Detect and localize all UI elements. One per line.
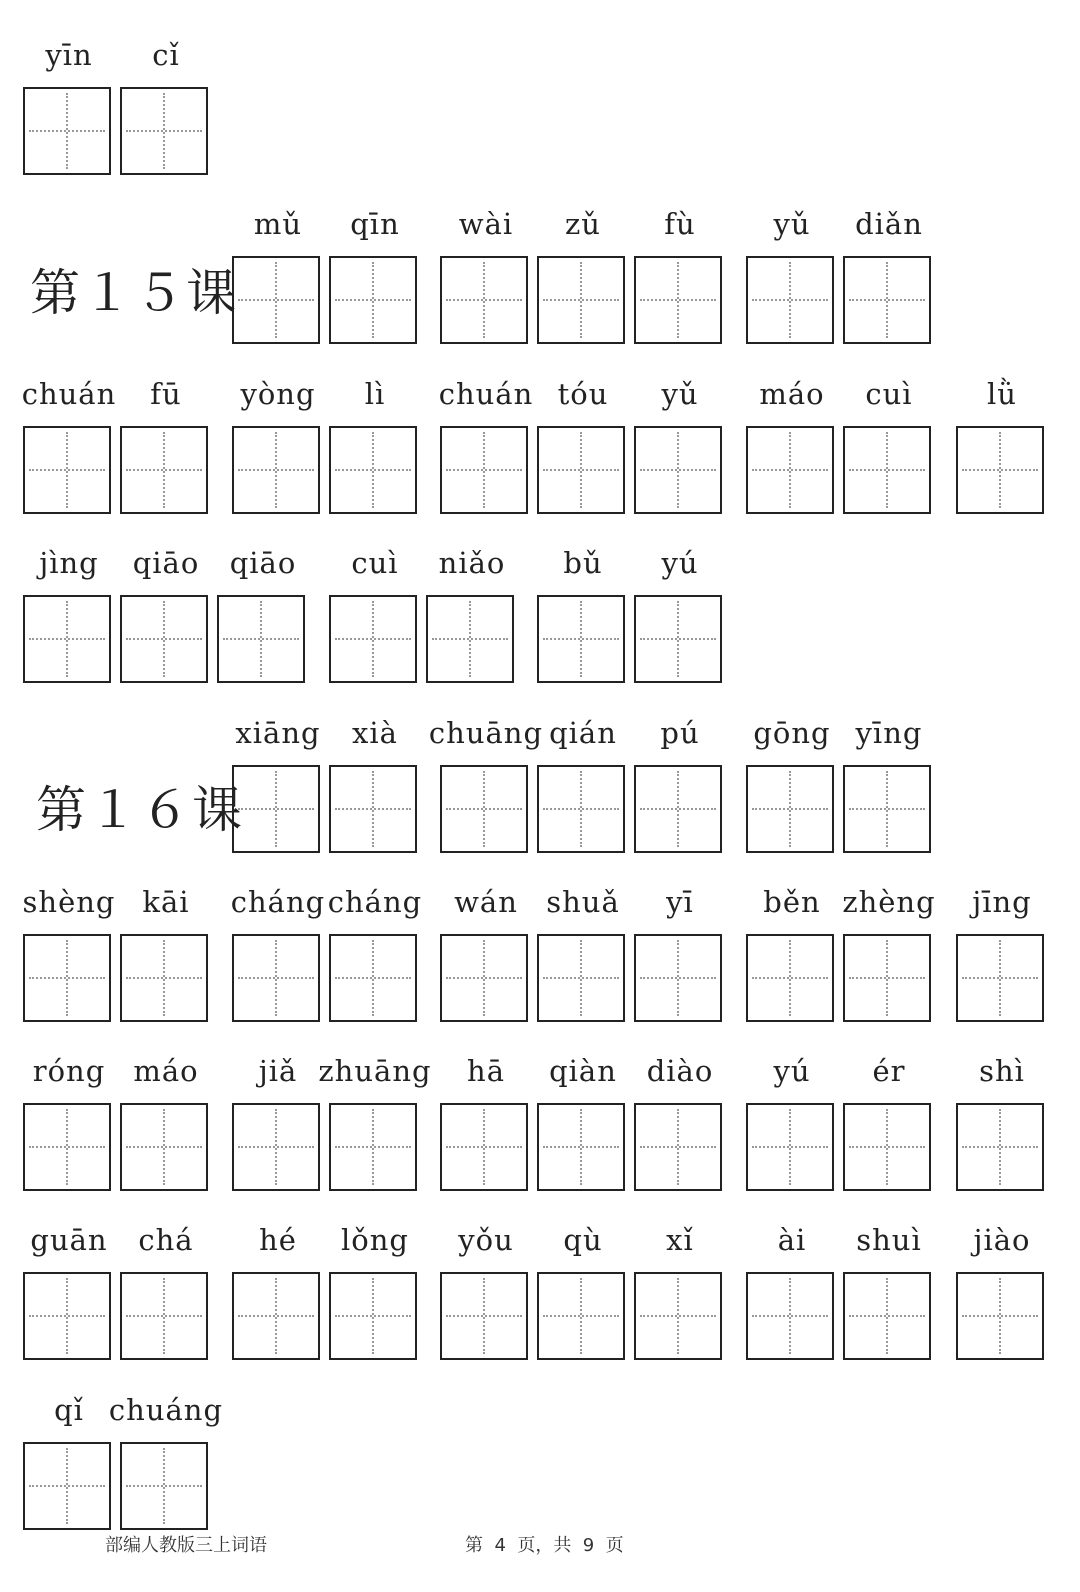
pinyin-label: shèng (22, 885, 116, 919)
pinyin-label: zǔ (565, 207, 601, 241)
pinyin-label: chuáng (108, 1393, 224, 1427)
pinyin-label: wán (454, 885, 518, 919)
writing-box[interactable] (634, 595, 722, 683)
pinyin-label: jiào (973, 1223, 1031, 1257)
pinyin-label: yú (773, 1054, 811, 1088)
pinyin-label: kāi (142, 885, 190, 919)
writing-box[interactable] (634, 256, 722, 344)
pinyin-label: fù (664, 207, 696, 241)
writing-box[interactable] (843, 1103, 931, 1191)
writing-box[interactable] (120, 1103, 208, 1191)
pinyin-label: fū (150, 377, 182, 411)
writing-box[interactable] (843, 426, 931, 514)
pinyin-label: mǔ (253, 207, 303, 241)
writing-box[interactable] (440, 1272, 528, 1360)
writing-box[interactable] (440, 1103, 528, 1191)
writing-box[interactable] (217, 595, 305, 683)
pinyin-label: cháng (230, 885, 326, 919)
writing-box[interactable] (537, 765, 625, 853)
writing-box[interactable] (537, 256, 625, 344)
pinyin-label: xià (352, 716, 398, 750)
writing-box[interactable] (120, 934, 208, 1022)
writing-box[interactable] (746, 765, 834, 853)
pinyin-label: jiǎ (258, 1054, 298, 1088)
writing-box[interactable] (746, 426, 834, 514)
lesson-title-16: 第１６课 (36, 781, 244, 839)
lesson-title-15: 第１５课 (30, 264, 238, 322)
pinyin-label: chuán (438, 377, 534, 411)
writing-box[interactable] (23, 87, 111, 175)
writing-box[interactable] (23, 1103, 111, 1191)
pinyin-label: yú (661, 546, 699, 580)
pinyin-label: qǐ (54, 1393, 84, 1427)
writing-box[interactable] (232, 1103, 320, 1191)
writing-box[interactable] (956, 1272, 1044, 1360)
writing-box[interactable] (440, 256, 528, 344)
pinyin-label: yǔ (773, 207, 811, 241)
pinyin-label: chuāng (428, 716, 544, 750)
writing-box[interactable] (329, 256, 417, 344)
pinyin-label: lì (364, 377, 386, 411)
writing-box[interactable] (843, 1272, 931, 1360)
writing-box[interactable] (537, 934, 625, 1022)
pinyin-label: xǐ (666, 1223, 694, 1257)
writing-box[interactable] (634, 1103, 722, 1191)
writing-box[interactable] (956, 1103, 1044, 1191)
pinyin-label: wài (458, 207, 514, 241)
pinyin-label: hé (259, 1223, 297, 1257)
writing-box[interactable] (232, 256, 320, 344)
writing-box[interactable] (329, 426, 417, 514)
writing-box[interactable] (120, 426, 208, 514)
writing-box[interactable] (537, 595, 625, 683)
writing-box[interactable] (634, 426, 722, 514)
writing-box[interactable] (120, 87, 208, 175)
writing-box[interactable] (956, 934, 1044, 1022)
writing-box[interactable] (843, 256, 931, 344)
writing-box[interactable] (426, 595, 514, 683)
footer-page-number: 第 4 页，共 9 页 (465, 1535, 624, 1556)
pinyin-label: qù (563, 1223, 603, 1257)
writing-box[interactable] (537, 1272, 625, 1360)
footer-book-title: 部编人教版三上词语 (105, 1535, 267, 1556)
writing-box[interactable] (232, 1272, 320, 1360)
writing-box[interactable] (23, 595, 111, 683)
pinyin-label: máo (133, 1054, 199, 1088)
pinyin-label: hā (467, 1054, 505, 1088)
pinyin-label: pú (660, 716, 700, 750)
pinyin-label: xiāng (235, 716, 321, 750)
pinyin-label: cuì (351, 546, 399, 580)
pinyin-label: yī (666, 885, 694, 919)
pinyin-label: chuán (21, 377, 117, 411)
writing-box[interactable] (843, 765, 931, 853)
pinyin-label: gōng (753, 716, 831, 750)
writing-box[interactable] (537, 426, 625, 514)
writing-box[interactable] (440, 934, 528, 1022)
pinyin-label: jìng (39, 546, 99, 580)
pinyin-label: zhèng (842, 885, 936, 919)
writing-box[interactable] (746, 934, 834, 1022)
pinyin-label: shì (979, 1054, 1025, 1088)
writing-box[interactable] (329, 595, 417, 683)
writing-box[interactable] (23, 1442, 111, 1530)
pinyin-label: qián (549, 716, 617, 750)
writing-box[interactable] (23, 426, 111, 514)
pinyin-label: lǜ (987, 377, 1017, 411)
writing-box[interactable] (746, 1272, 834, 1360)
pinyin-label: zhuāng (318, 1054, 432, 1088)
pinyin-label: cuì (865, 377, 913, 411)
writing-box[interactable] (329, 934, 417, 1022)
pinyin-label: qīn (350, 207, 400, 241)
writing-box[interactable] (329, 765, 417, 853)
pinyin-label: cháng (327, 885, 423, 919)
writing-box[interactable] (120, 1272, 208, 1360)
writing-box[interactable] (232, 934, 320, 1022)
pinyin-label: niǎo (438, 546, 506, 580)
pinyin-label: ài (777, 1223, 807, 1257)
pinyin-label: běn (763, 885, 821, 919)
pinyin-label: lǒng (341, 1223, 409, 1257)
pinyin-label: shuì (856, 1223, 922, 1257)
writing-box[interactable] (232, 765, 320, 853)
pinyin-label: tóu (557, 377, 609, 411)
writing-box[interactable] (23, 1272, 111, 1360)
pinyin-label: shuǎ (546, 885, 620, 919)
writing-box[interactable] (232, 426, 320, 514)
pinyin-label: guān (30, 1223, 108, 1257)
pinyin-label: yòng (240, 377, 316, 411)
writing-box[interactable] (120, 1442, 208, 1530)
pinyin-label: máo (759, 377, 825, 411)
writing-box[interactable] (120, 595, 208, 683)
writing-box[interactable] (537, 1103, 625, 1191)
writing-box[interactable] (843, 934, 931, 1022)
writing-box[interactable] (634, 765, 722, 853)
pinyin-label: yǔ (661, 377, 699, 411)
pinyin-label: qiàn (549, 1054, 617, 1088)
pinyin-label: diào (646, 1054, 714, 1088)
writing-box[interactable] (746, 256, 834, 344)
pinyin-label: róng (32, 1054, 106, 1088)
pinyin-label: bǔ (563, 546, 603, 580)
writing-box[interactable] (23, 934, 111, 1022)
pinyin-label: qiāo (132, 546, 200, 580)
writing-box[interactable] (329, 1103, 417, 1191)
writing-box[interactable] (746, 1103, 834, 1191)
pinyin-label: cǐ (152, 38, 180, 72)
pinyin-label: yīn (45, 38, 93, 72)
writing-box[interactable] (440, 765, 528, 853)
writing-box[interactable] (634, 1272, 722, 1360)
pinyin-label: qiāo (229, 546, 297, 580)
writing-box[interactable] (634, 934, 722, 1022)
pinyin-label: ér (872, 1054, 906, 1088)
writing-box[interactable] (440, 426, 528, 514)
pinyin-label: chá (138, 1223, 194, 1257)
pinyin-label: jīng (972, 885, 1032, 919)
writing-box[interactable] (956, 426, 1044, 514)
pinyin-label: yīng (855, 716, 923, 750)
pinyin-label: diǎn (855, 207, 923, 241)
pinyin-label: yǒu (458, 1223, 514, 1257)
writing-box[interactable] (329, 1272, 417, 1360)
